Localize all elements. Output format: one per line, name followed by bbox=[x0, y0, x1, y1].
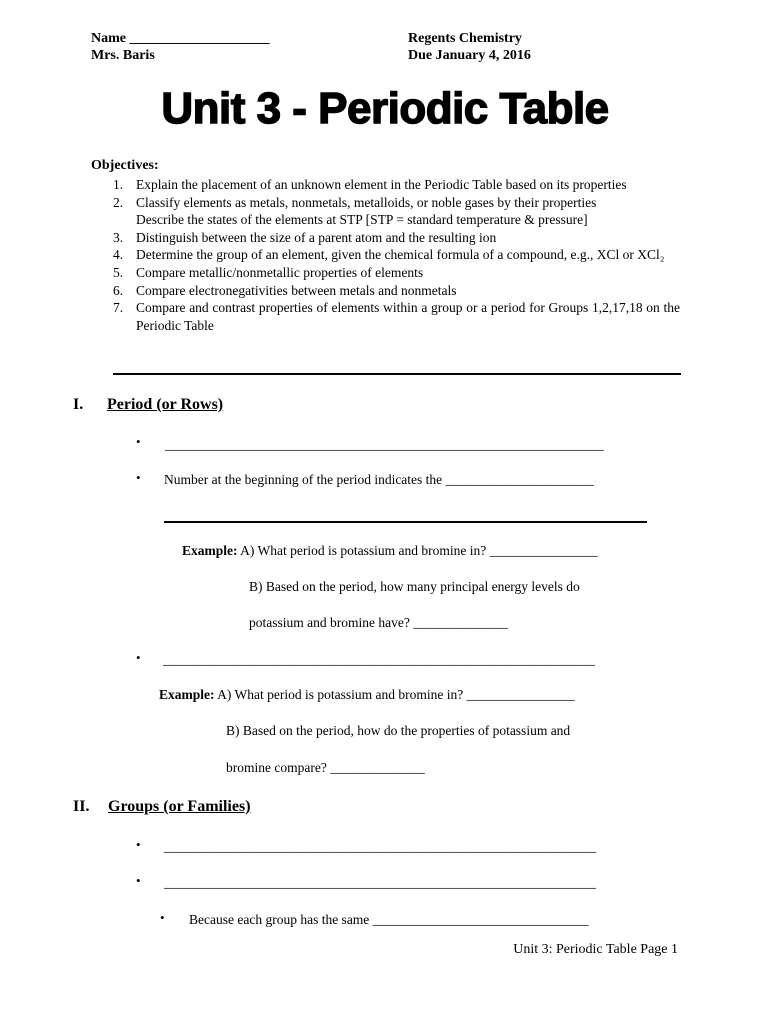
example-label: Example: bbox=[182, 543, 238, 558]
bullet-icon: • bbox=[160, 910, 165, 925]
period-number-statement: Number at the beginning of the period indicates the ______________________ bbox=[164, 472, 595, 487]
example-2-question-b: B) Based on the period, how do the properties of potassium and bbox=[226, 723, 571, 738]
bullet-icon: • bbox=[136, 873, 141, 888]
name-field-label: Name ____________________ bbox=[91, 31, 270, 46]
objectives-list bbox=[113, 176, 680, 334]
bullet-icon: • bbox=[136, 470, 141, 485]
bullet-icon: • bbox=[136, 650, 141, 665]
objective-item: Describe the states of the elements at STP [STP = standard temperature & pressure] bbox=[136, 212, 588, 228]
example-question: A) What period is potassium and bromine in? ________________ bbox=[217, 687, 575, 702]
example-1-question-b-cont: potassium and bromine have? ______________ bbox=[249, 615, 508, 630]
page-title: Unit 3 - Periodic Table bbox=[161, 84, 609, 133]
example-question: A) What period is potassium and bromine in? ________________ bbox=[240, 543, 598, 558]
course-name: Regents Chemistry bbox=[408, 31, 522, 46]
answer-line bbox=[164, 521, 647, 523]
due-date: Due January 4, 2016 bbox=[408, 48, 531, 63]
teacher-name: Mrs. Baris bbox=[91, 48, 155, 63]
section-1-number: I. bbox=[73, 396, 84, 413]
objective-item: 5. Compare metallic/nonmetallic properties of elements bbox=[113, 264, 680, 282]
example-2-question-a bbox=[159, 687, 575, 703]
group-similarity-statement: Because each group has the same ________________________________ bbox=[189, 912, 589, 927]
objective-item: 6. Compare electronegativities between metals and nonmetals bbox=[113, 282, 680, 300]
section-1-title: Period (or Rows) bbox=[107, 396, 224, 413]
objectives-heading: Objectives: bbox=[91, 158, 159, 173]
bullet-icon: • bbox=[136, 837, 141, 852]
page-footer: Unit 3: Periodic Table Page 1 bbox=[513, 942, 678, 957]
section-2-title: Groups (or Families) bbox=[108, 798, 251, 815]
example-2-question-b-cont: bromine compare? ______________ bbox=[226, 760, 425, 775]
objective-item: 3. Distinguish between the size of a parent atom and the resulting ion bbox=[113, 229, 680, 247]
objective-item: 7. Compare and contrast properties of elements within a group or a period for Groups 1,2,17,18 on the Periodic Table bbox=[113, 299, 680, 334]
fill-in-blank: _________________________________________________________________ bbox=[165, 437, 604, 452]
objective-item: 2. Classify elements as metals, nonmetals, metalloids, or noble gases by their properties bbox=[113, 194, 680, 212]
example-1-question-b: B) Based on the period, how many principal energy levels do bbox=[249, 579, 580, 594]
fill-in-blank: ________________________________________________________________ bbox=[164, 839, 596, 854]
example-label: Example: bbox=[159, 687, 215, 702]
bullet-icon: • bbox=[136, 434, 141, 449]
objective-item: 1. Explain the placement of an unknown element in the Periodic Table based on its properties bbox=[113, 176, 680, 194]
fill-in-blank: ________________________________________________________________ bbox=[163, 652, 595, 667]
example-1-question-a bbox=[182, 543, 598, 559]
objectives-divider bbox=[113, 373, 681, 375]
objective-item: 4. Determine the group of an element, given the chemical formula of a compound, e.g., XCl or XCl₂ bbox=[113, 246, 680, 264]
section-2-number: II. bbox=[73, 798, 90, 815]
fill-in-blank: ________________________________________________________________ bbox=[164, 875, 596, 890]
